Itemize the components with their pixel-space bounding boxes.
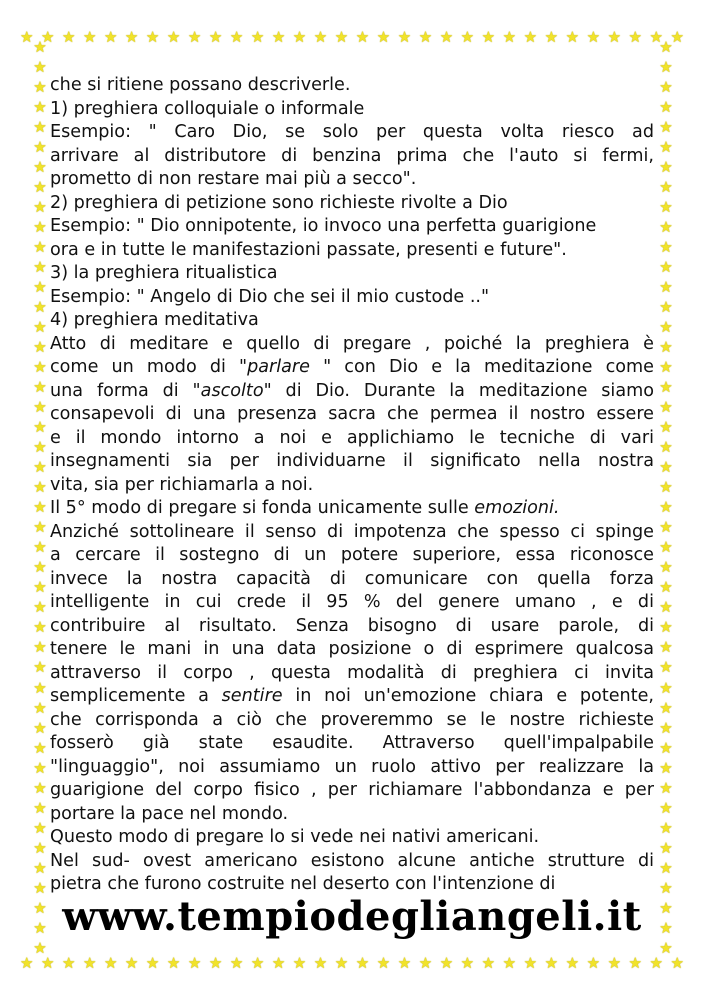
text-line [50,591,654,615]
text-line [50,568,654,592]
star-icon: ★ [166,27,181,46]
star-icon: ★ [659,178,673,197]
star-icon: ★ [460,27,475,46]
text-segment: Questo modo di pregare lo si vede nei nativi americani. [50,827,540,847]
text-line [50,145,654,169]
star-icon: ★ [659,758,673,777]
star-icon: ★ [502,27,517,46]
star-icon: ★ [33,438,47,457]
text-segment: che si ritiene possano descriverle. [50,75,351,95]
text-line [50,168,654,192]
document-body [50,74,654,897]
star-icon: ★ [33,38,47,56]
star-icon: ★ [187,953,202,972]
text-line [50,356,654,380]
text-line [50,709,654,733]
star-icon: ★ [33,318,47,337]
star-icon: ★ [418,953,433,972]
text-segment: semplicemente a [50,686,222,706]
text-line [50,521,654,545]
text-line [50,286,654,310]
star-icon: ★ [271,953,286,972]
star-icon: ★ [659,438,673,457]
star-icon: ★ [659,878,673,897]
star-icon: ★ [659,198,673,217]
star-icon: ★ [82,953,97,972]
star-icon: ★ [659,38,673,56]
star-icon: ★ [628,953,642,972]
star-icon: ★ [659,518,673,537]
star-icon: ★ [33,558,47,577]
star-icon: ★ [659,638,673,657]
star-icon: ★ [33,218,47,237]
star-icon: ★ [334,27,349,46]
text-segment: "linguaggio", noi assumiamo un ruolo attivo per realizzare la [50,756,654,777]
star-icon: ★ [33,518,47,537]
text-line [50,756,654,780]
star-icon: ★ [33,478,47,497]
star-icon: ★ [659,898,673,917]
star-icon: ★ [33,738,47,757]
star-icon: ★ [565,953,580,972]
star-icon: ★ [659,938,673,957]
text-line [50,497,654,521]
star-icon: ★ [229,953,244,972]
star-icon: ★ [208,27,223,46]
star-icon: ★ [33,358,47,377]
text-segment: in noi un'emozione chiara e potente, [282,686,655,706]
star-icon: ★ [33,878,47,897]
star-icon: ★ [33,498,47,517]
star-icon: ★ [659,418,673,437]
website-url: www.tempiodegliangeli.it [62,893,642,940]
star-icon: ★ [659,778,673,797]
text-segment: invece la nostra capacità di comunicare con quella forza [50,568,654,589]
star-icon: ★ [33,658,47,677]
text-line [50,403,654,427]
star-icon: ★ [544,27,559,46]
star-icon: ★ [659,258,673,277]
text-line [50,427,654,451]
italic-text: ascolto" [200,380,272,401]
star-icon: ★ [33,338,47,357]
star-icon: ★ [607,27,622,46]
star-icon: ★ [33,458,47,477]
text-line [50,450,654,474]
star-icon: ★ [20,953,34,972]
star-icon: ★ [103,27,118,46]
star-icon: ★ [229,27,244,46]
star-icon: ★ [659,158,673,177]
star-icon: ★ [649,953,663,972]
star-icon: ★ [33,838,47,857]
star-icon: ★ [33,418,47,437]
star-icon: ★ [33,818,47,837]
star-icon: ★ [659,658,673,677]
text-line [50,732,654,756]
text-segment: una forma di " [50,380,201,401]
star-icon: ★ [61,953,76,972]
star-icon: ★ [33,718,47,737]
text-segment: Atto di meditare e quello di pregare , poiché la preghiera è [50,333,654,354]
star-icon: ★ [82,27,97,46]
star-icon: ★ [659,678,673,697]
text-segment: insegnamenti sia per individuarne il significato nella nostra [50,451,654,471]
text-line [50,474,654,498]
star-icon: ★ [659,278,673,297]
star-icon: ★ [544,953,559,972]
star-icon: ★ [33,858,47,877]
star-icon: ★ [659,398,673,417]
text-segment: Anziché sottolineare il senso di impotenza che spesso ci spinge [50,521,654,542]
border-left [29,40,51,956]
star-icon: ★ [145,953,160,972]
star-icon: ★ [292,27,307,46]
star-icon: ★ [659,798,673,817]
text-line [50,803,654,827]
border-top [20,26,684,48]
text-segment: come un modo di " [50,357,248,377]
star-icon: ★ [250,27,265,46]
text-segment: vita, sia per richiamarla a noi. [50,474,314,495]
star-icon: ★ [355,27,370,46]
star-icon: ★ [418,27,433,46]
star-icon: ★ [659,358,673,377]
border-right [655,40,677,956]
text-segment: di Dio. Durante la meditazione siamo [271,380,655,401]
text-segment: tenere le mani in una data posizione o di esprimere qualcosa [50,639,654,659]
star-icon: ★ [628,27,642,46]
star-icon: ★ [659,818,673,837]
text-line [50,239,654,263]
text-segment: 4) preghiera meditativa [50,310,259,330]
star-icon: ★ [659,598,673,617]
star-icon: ★ [313,27,328,46]
star-icon: ★ [33,938,47,957]
star-icon: ★ [397,953,412,972]
text-line [50,333,654,357]
star-icon: ★ [33,158,47,177]
star-icon: ★ [33,378,47,397]
star-icon: ★ [208,953,223,972]
text-segment: contribuire al risultato. Senza bisogno di usare parole, di [50,615,654,636]
text-segment: intelligente in cui crede il 95 % del genere umano , e di [50,592,654,612]
star-icon: ★ [659,618,673,637]
text-line [50,850,654,874]
star-icon: ★ [33,298,47,317]
star-icon: ★ [659,338,673,357]
star-icon: ★ [586,27,601,46]
star-icon: ★ [439,953,454,972]
text-segment: Esempio: " Angelo di Dio che sei il mio custode .." [50,286,490,307]
star-icon: ★ [659,458,673,477]
star-icon: ★ [271,27,286,46]
text-line [50,544,654,568]
text-segment: che corrisponda a ciò che proveremmo se le nostre richieste [50,709,654,730]
star-icon: ★ [33,118,47,137]
star-icon: ★ [659,298,673,317]
star-icon: ★ [33,918,47,937]
star-icon: ★ [33,58,47,77]
text-line [50,615,654,639]
text-line [50,779,654,803]
star-icon: ★ [659,378,673,397]
italic-text: emozioni. [474,498,560,518]
text-segment: a cercare il sostegno di un potere superiore, essa riconosce [50,545,654,565]
star-icon: ★ [659,78,673,97]
star-icon: ★ [586,953,601,972]
star-icon: ★ [523,27,538,46]
text-segment: 3) la preghiera ritualistica [50,263,278,283]
star-icon: ★ [33,758,47,777]
text-segment: arrivare al distributore di benzina prima che l'auto si fermi, [50,145,654,166]
text-line [50,192,654,216]
star-icon: ★ [659,838,673,857]
star-icon: ★ [659,238,673,257]
star-icon: ★ [33,678,47,697]
star-icon: ★ [659,318,673,337]
star-icon: ★ [670,27,684,46]
star-icon: ★ [659,138,673,157]
text-segment: consapevoli di una presenza sacra che permea il nostro essere [50,404,654,424]
star-icon: ★ [659,698,673,717]
star-icon: ★ [292,953,307,972]
star-icon: ★ [659,58,673,77]
star-icon: ★ [397,27,412,46]
star-icon: ★ [481,27,496,46]
text-line [50,826,654,850]
star-icon: ★ [649,27,663,46]
star-icon: ★ [659,578,673,597]
text-line [50,662,654,686]
star-icon: ★ [61,27,76,46]
star-icon: ★ [659,858,673,877]
star-icon: ★ [355,953,370,972]
star-icon: ★ [659,98,673,117]
star-icon: ★ [659,218,673,237]
star-icon: ★ [659,498,673,517]
star-icon: ★ [659,718,673,737]
text-segment: fosserò già state esaudite. Attraverso quell'impalpabile [50,733,654,753]
text-segment: Esempio: " Dio onnipotente, io invoco una perfetta guarigione [50,216,597,236]
text-segment: e il mondo intorno a noi e applichiamo le tecniche di vari [50,427,654,448]
star-icon: ★ [33,898,47,917]
star-icon: ★ [33,258,47,277]
star-icon: ★ [33,78,47,97]
star-icon: ★ [33,138,47,157]
text-line [50,685,654,709]
star-icon: ★ [250,953,265,972]
text-segment: Il 5° modo di pregare si fonda unicamente sulle [50,498,475,518]
text-segment: 1) preghiera colloquiale o informale [50,98,365,119]
text-segment: portare la pace nel mondo. [50,803,289,824]
star-icon: ★ [523,953,538,972]
star-icon: ★ [659,118,673,137]
star-icon: ★ [659,538,673,557]
text-segment: 2) preghiera di petizione sono richieste rivolte a Dio [50,192,508,213]
star-icon: ★ [103,953,118,972]
star-icon: ★ [607,953,622,972]
star-icon: ★ [659,918,673,937]
star-icon: ★ [187,27,202,46]
star-icon: ★ [481,953,496,972]
star-icon: ★ [565,27,580,46]
text-segment: Nel sud- ovest americano esistono alcune antiche strutture di [50,850,654,871]
star-icon: ★ [145,27,160,46]
text-segment: Esempio: " Caro Dio, se solo per questa volta riesco ad [50,122,654,142]
text-segment: ora e in tutte le manifestazioni passate, presenti e future". [50,239,567,260]
star-icon: ★ [33,598,47,617]
star-icon: ★ [33,698,47,717]
text-line [50,262,654,286]
star-icon: ★ [659,738,673,757]
star-icon: ★ [166,953,181,972]
star-icon: ★ [33,578,47,597]
star-icon: ★ [33,638,47,657]
star-icon: ★ [334,953,349,972]
italic-text: parlare [247,357,324,377]
text-line [50,638,654,662]
star-icon: ★ [659,558,673,577]
text-line [50,74,654,98]
star-icon: ★ [33,538,47,557]
text-segment: attraverso il corpo , questa modalità di preghiera ci invita [50,662,654,683]
star-icon: ★ [124,27,139,46]
star-icon: ★ [20,27,34,46]
star-icon: ★ [439,27,454,46]
star-icon: ★ [40,953,55,972]
star-icon: ★ [33,798,47,817]
text-line [50,98,654,122]
text-line [50,121,654,145]
text-line [50,309,654,333]
star-icon: ★ [33,618,47,637]
text-segment: " con Dio e la meditazione come [323,357,655,377]
star-icon: ★ [33,238,47,257]
star-icon: ★ [376,953,391,972]
text-line [50,215,654,239]
star-icon: ★ [33,278,47,297]
star-icon: ★ [659,478,673,497]
star-icon: ★ [33,198,47,217]
italic-text: sentire [221,686,283,706]
star-icon: ★ [313,953,328,972]
star-icon: ★ [33,98,47,117]
star-icon: ★ [33,398,47,417]
star-icon: ★ [502,953,517,972]
star-icon: ★ [40,27,55,46]
text-segment: pietra che furono costruite nel deserto con l'intenzione di [50,874,556,894]
star-icon: ★ [460,953,475,972]
text-line [50,380,654,404]
text-segment: guarigione del corpo fisico , per richiamare l'abbondanza e per [50,780,654,800]
star-icon: ★ [376,27,391,46]
text-segment: prometto di non restare mai più a secco". [50,169,417,189]
star-icon: ★ [33,178,47,197]
star-icon: ★ [670,953,684,972]
star-icon: ★ [124,953,139,972]
star-icon: ★ [33,778,47,797]
border-bottom [20,952,684,974]
